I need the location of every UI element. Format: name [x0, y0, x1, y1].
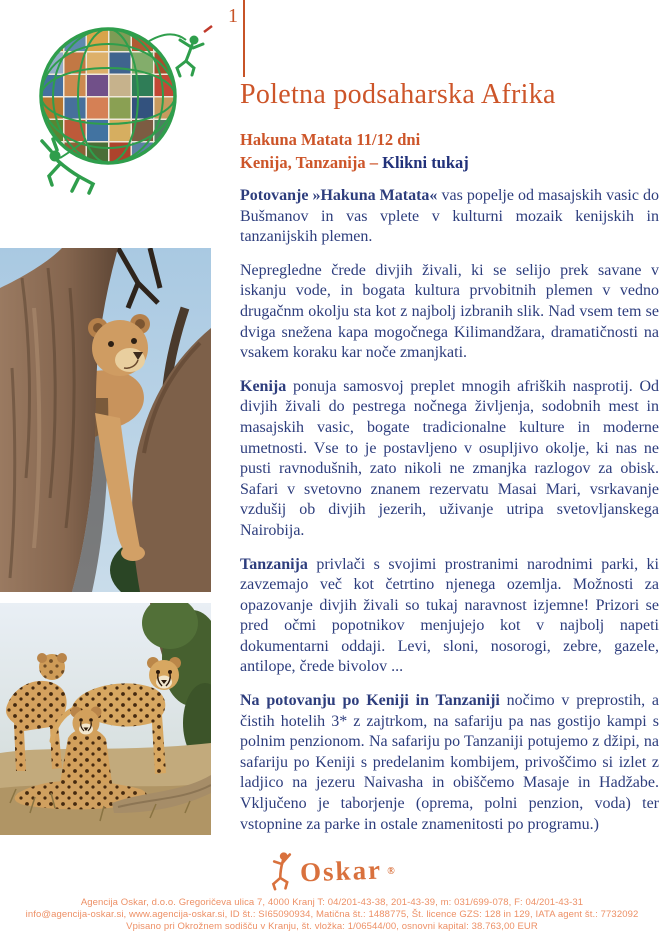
oskar-footer-logo: [0, 846, 664, 896]
paragraph-lead: Na potovanju po Keniji in Tanzaniji: [240, 692, 500, 710]
page-title: Poletna podsaharska Afrika: [240, 79, 556, 110]
body-text: [240, 186, 659, 848]
climbing-figure-icon: [177, 36, 203, 77]
globe-mosaic-icon: [28, 18, 220, 200]
page-number: 1: [228, 5, 238, 27]
cheetahs-photo: [0, 603, 211, 835]
footer-contact-block: [0, 897, 664, 934]
paragraph-lead: Kenija: [240, 377, 287, 395]
dancing-figure-icon: [269, 850, 295, 892]
oskar-globe-logo-icon: [28, 18, 220, 200]
footer-line-registration: info@agencija-oskar.si, www.agencija-oskar.si, ID št.: SI65090934, Matična št.: 1488775, Št. licence GZS: 128 in 129, IATA agent št.: 7732092: [25, 909, 639, 921]
trip-countries: Kenija, Tanzanija –: [240, 153, 383, 172]
trip-subtitle: [240, 128, 469, 174]
paragraph-kenija: Kenija ponuja samosvoj preplet mnogih afriških nasprotij. Od divjih živali do pestrega nočnega življenja, sodobnih mest in masajskih vasic, bogate tradicionalne kulture in moderne umetnosti. Vse to je postavljeno v osupljivo okolje, ki nas ne pusti ravnodušnih, zato nikoli ne zmanjka razlogov za obisk. Safari v svetovno znanem rezervatu Masai Mari, vsrkavanje vzdušij ob divjih jezerih, uživanje utripa svetovljanskega Nairobija.: [240, 377, 659, 539]
footer-line-court: Vpisano pri Okrožnem sodišču v Kranju, št. vložka: 1/06544/00, osnovni kapital: 38.763,00 EUR: [126, 921, 538, 933]
paragraph-intro: Potovanje »Hakuna Matata« vas popelje od masajskih vasic do Bušmanov in vas vplete v kulturni mozaik kenijskih in tanzanijskih plemen.: [240, 187, 659, 246]
paragraph-lead: Tanzanija: [240, 555, 308, 573]
klikni-tukaj-link[interactable]: Klikni tukaj: [382, 153, 469, 172]
paragraph-savana: Nepregledne črede divjih živali, ki se selijo prek savane v iskanju vode, in bogata kultura prvobitnih plemen v vedno drugačnm okolju sta kot z najbolj izbranih slik. Nad vsem tem se dviga snežena kapa mogočnega Kilimandžara, dramatičnosti na vsakem koraku kar noče zmanjkati.: [240, 261, 659, 362]
footer: [0, 846, 664, 934]
paragraph-lead: Potovanje »Hakuna Matata«: [240, 187, 438, 204]
footer-line-address: Agencija Oskar, d.o.o. Gregoričeva ulica 7, 4000 Kranj T: 04/201-43-38, 201-43-39, m: 031/699-078, F: 04/201-43-31: [80, 897, 584, 908]
lion-in-tree-photo: [0, 248, 211, 592]
header-divider-line: [243, 0, 245, 77]
paragraph-tanzanija: Tanzanija privlači s svojimi prostranimi narodnimi parki, ki zavzemajo več kot četrtino njenega ozemlja. Možnosti za opazovanje divjih živali so tukaj naravnost izjemne! Prizori se pred očmi popotnikov menjujejo kot v najbolj napeti dokumentarni oddaji. Levi, sloni, nosorogi, zebre, gazele, antilope, črede bivolov ...: [240, 555, 659, 676]
paragraph-nastanitev: Na potovanju po Keniji in Tanzaniji nočimo v preprostih, a čistih hotelih 3* z zajtrkom, na safariju pa nas gostijo kampi s polnim penzionom. Na safariju po Tanzaniji potujemo z džipi, na safariju po Keniji s predelanim kombijem, privoščimo si izlet z ladjico na jezeru Naivasha in obiščemo Masaje in Hadžabe. Vključeno je taborjenje (oprema, polni penzion, voda) ter vstopnine za parke in ostale znamenitosti po programu.): [240, 692, 660, 833]
trip-name-duration: Hakuna Matata 11/12 dni: [240, 130, 421, 149]
oskar-wordmark: Oskar: [299, 854, 383, 887]
trip-countries-line: [240, 151, 469, 174]
registered-mark: ®: [387, 865, 395, 877]
